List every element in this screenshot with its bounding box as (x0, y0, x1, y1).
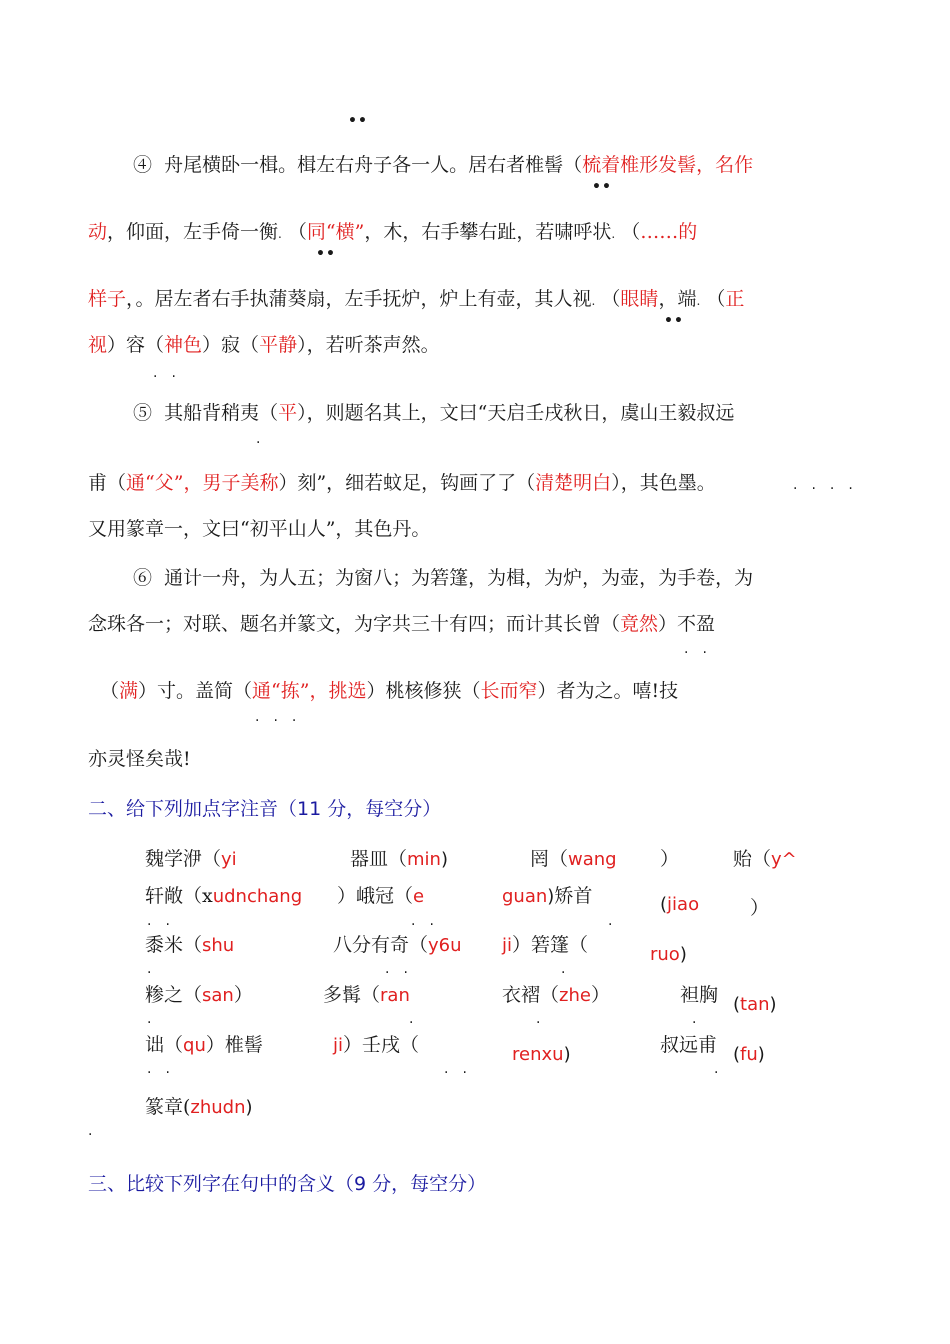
pinyin-item: ruo) (650, 944, 687, 965)
emphasis-dots: . (561, 961, 567, 977)
pinyin-item: ji）箬篷（ (502, 934, 589, 956)
emphasis-dots: .. (147, 1061, 184, 1077)
passage-text: ，木，右手攀右趾，若啸呼状 (364, 221, 612, 243)
emphasis-dots: .. (411, 913, 448, 929)
paragraph-4-line-3: 样子，。居左者右手执蒲葵扇，左手抚炉，炉上有壶，其人视. （眼睛，端. （正 (88, 288, 745, 310)
section-3-heading: 三、比较下列字在句中的含义（9 分，每空分） (88, 1173, 487, 1195)
pinyin-item: 魏学洢（yi (145, 848, 237, 870)
pinyin-item: ） (660, 848, 680, 870)
paragraph-4-line-4 (88, 330, 440, 357)
paragraph-number: ⑤ (133, 402, 153, 424)
emphasis-dots: •• (348, 113, 368, 129)
emphasis-dots: ... (255, 709, 311, 725)
pinyin-item: (tan) (733, 994, 777, 1015)
emphasis-dots: . (692, 1011, 698, 1027)
passage-text: 甫（ (88, 472, 127, 494)
annotation: 满 (119, 680, 139, 702)
emphasis-dots: .. (684, 641, 721, 657)
pinyin-item: 八分有奇（y6u (333, 934, 462, 956)
pinyin-item: 黍米（shu (145, 934, 235, 956)
passage-text: ）寂（ (202, 334, 260, 356)
pinyin-item: (jiao (660, 894, 700, 915)
pinyin-item: (fu) (733, 1044, 765, 1065)
passage-text: ）容（ (107, 334, 165, 356)
emphasis-dots: . (608, 913, 614, 929)
emphasis-dots: .. (444, 1061, 481, 1077)
pinyin-item: ） (750, 897, 770, 919)
paragraph-6-line-3 (100, 676, 678, 703)
annotation: 清楚明白 (535, 472, 612, 494)
passage-text: ），则题名其上，文曰“天启壬戌秋日，虞山王毅叔远 (297, 402, 735, 424)
passage-text: 通计一舟，为人五；为窗八；为箬篷，为楫，为炉，为壶，为手卷，为 (164, 567, 754, 589)
annotation: 梳着椎形发髻，名作 (582, 154, 754, 176)
annotation: 平 (278, 402, 298, 424)
pinyin-item: 诎（qu）椎髻 (145, 1034, 263, 1056)
passage-text: ）桃核修狭（ (366, 680, 481, 702)
annotation: 通“父”，男子美称 (126, 472, 279, 494)
emphasis-dots: . (714, 1061, 720, 1077)
pinyin-item: ）峨冠（e (337, 885, 425, 907)
emphasis-dots: .. (385, 961, 422, 977)
paragraph-6-line-1 (133, 563, 753, 590)
passage-text: （ (706, 288, 726, 310)
annotation: 神色 (164, 334, 203, 356)
annotation: 正 (725, 288, 745, 310)
passage-text: （ (100, 680, 120, 702)
passage-text: ，端 (658, 288, 697, 310)
pinyin-item: 器皿（min) (350, 848, 448, 870)
passage-text: ，。居左者右手执蒲葵扇，左手抚炉，炉上有壶，其人视 (126, 288, 592, 310)
pinyin-item: 袒胸 (680, 984, 719, 1006)
passage-text: ）不盈 (658, 613, 716, 635)
pinyin-item: 罔（wang (530, 848, 617, 870)
pinyin-item: 篆章(zhudn) (145, 1096, 253, 1118)
passage-text: 亦灵怪矣哉! (88, 748, 191, 770)
passage-text: ）刻”，细若蚊足，钩画了了（ (278, 472, 536, 494)
annotation: ……的 (640, 221, 698, 243)
annotation: 动 (88, 221, 108, 243)
paragraph-number: ④ (133, 154, 153, 176)
emphasis-dots: . (256, 431, 262, 447)
paragraph-6-line-2 (88, 609, 715, 636)
passage-text: 舟尾横卧一楫。楫左右舟子各一人。居右者椎髻（ (164, 154, 583, 176)
pinyin-item: ji）壬戌（ (333, 1034, 420, 1056)
emphasis-dots: •• (664, 313, 684, 329)
annotation: 平静 (259, 334, 298, 356)
annotation: 长而窄 (480, 680, 538, 702)
pinyin-item: renxu) (512, 1044, 571, 1065)
annotation: 同“横” (306, 221, 365, 243)
passage-text: ），其色墨。 (611, 472, 716, 494)
passage-text: ）者为之。嘻!技 (537, 680, 679, 702)
paragraph-5-line-2 (88, 468, 716, 495)
emphasis-dots: .. (147, 913, 184, 929)
passage-text: （ (621, 221, 641, 243)
pinyin-item: 贻（y^ (733, 848, 797, 870)
annotation: 竟然 (620, 613, 659, 635)
emphasis-dots: . (147, 961, 153, 977)
paragraph-6-line-4 (88, 744, 191, 771)
emphasis-dots: . (409, 1011, 415, 1027)
emphasis-dots: . (536, 1011, 542, 1027)
paragraph-4-line-2: 动，仰面，左手倚一衡. （同“横”，木，右手攀右趾，若啸呼状. （……的 (88, 221, 698, 243)
emphasis-dots: .. (153, 365, 190, 381)
pinyin-item: 多髯（ran (323, 984, 410, 1006)
passage-text: （ (601, 288, 621, 310)
pinyin-item: 轩敞（xudnchang (145, 885, 303, 907)
annotation: 眼睛 (620, 288, 659, 310)
passage-text: （ (287, 221, 307, 243)
passage-text: ）寸。盖简（ (138, 680, 253, 702)
emphasis-dots: .... (793, 477, 867, 493)
emphasis-dots: •• (592, 179, 612, 195)
passage-text: ），若听茶声然。 (297, 334, 440, 356)
paragraph-5-line-3 (88, 514, 430, 541)
emphasis-dots: . (147, 1011, 153, 1027)
section-2-heading: 二、给下列加点字注音（11 分，每空分） (88, 798, 442, 820)
paragraph-number: ⑥ (133, 567, 153, 589)
passage-text: ，仰面，左手倚一衡 (107, 221, 279, 243)
pinyin-item: 叔远甫 (660, 1034, 718, 1056)
annotation: 视 (88, 334, 108, 356)
pinyin-item: 糁之（san） (145, 984, 253, 1006)
paragraph-5-line-1 (133, 398, 734, 425)
annotation: 样子 (88, 288, 127, 310)
emphasis-dots: •• (316, 246, 336, 262)
paragraph-4-line-1 (133, 150, 753, 177)
annotation: 通“拣”，挑选 (252, 680, 367, 702)
passage-text: 又用篆章一，文曰“初平山人”，其色丹。 (88, 518, 431, 540)
passage-text: 其船背稍夷（ (164, 402, 279, 424)
emphasis-dots: . (88, 1123, 94, 1139)
pinyin-item: 衣褶（zhe） (502, 984, 610, 1006)
pinyin-item: guan)矫首 (502, 885, 593, 907)
passage-text: 念珠各一；对联、题名并篆文，为字共三十有四；而计其长曾（ (88, 613, 621, 635)
